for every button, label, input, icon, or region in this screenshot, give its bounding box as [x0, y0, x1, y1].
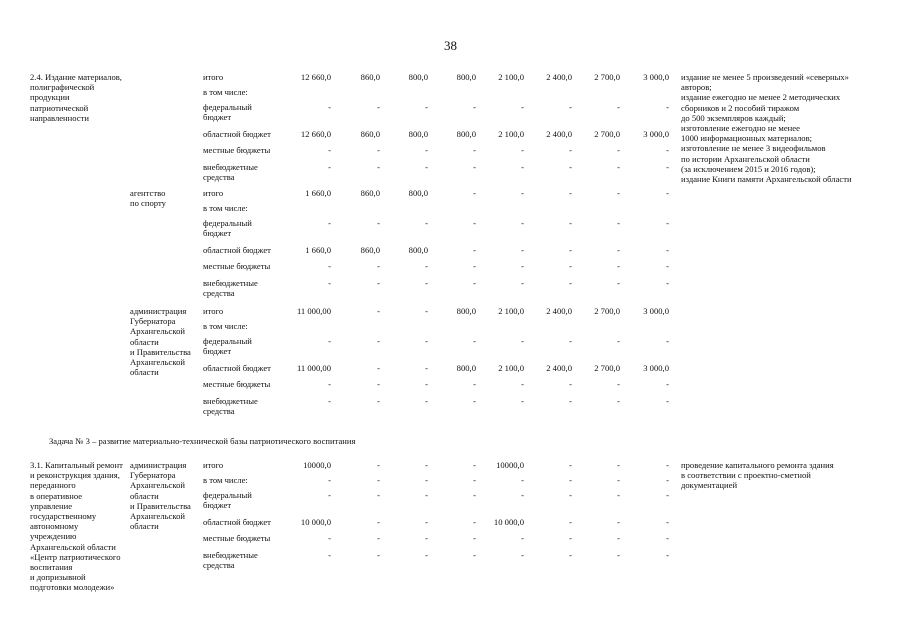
funding-value-cell: - — [666, 460, 669, 470]
funding-value-cell: 800,0 — [456, 129, 476, 139]
funding-value-cell: - — [473, 102, 476, 112]
funding-value-cell: - — [377, 336, 380, 346]
funding-value-cell: 1 660,0 — [305, 245, 331, 255]
funding-value-cell: - — [569, 550, 572, 560]
funding-value-cell: - — [377, 490, 380, 500]
activity-name: 3.1. Капитальный ремонт и реконструкция здания, переданного в оперативное управление государственному автономному учреждению Архангельской области «Центр патриотического воспитания и допризывной подготовки молодежи» — [30, 460, 123, 593]
funding-value-cell: 2 400,0 — [546, 129, 572, 139]
funding-value-cell: - — [377, 550, 380, 560]
funding-value-cell: - — [425, 533, 428, 543]
executor-name: администрация Губернатора Архангельской области и Правительства Архангельской области — [130, 460, 191, 532]
funding-value-cell: - — [666, 218, 669, 228]
funding-value-cell: - — [425, 261, 428, 271]
funding-value-cell: 800,0 — [456, 306, 476, 316]
funding-value-cell: - — [617, 490, 620, 500]
funding-value-cell: - — [328, 379, 331, 389]
funding-value-cell: 800,0 — [456, 363, 476, 373]
funding-value-cell: - — [666, 145, 669, 155]
funding-value-cell: 11 000,00 — [296, 363, 331, 373]
funding-value-cell: 2 100,0 — [498, 306, 524, 316]
funding-source-label: федеральный бюджет — [203, 102, 252, 123]
funding-value-cell: - — [521, 102, 524, 112]
funding-value-cell: - — [425, 379, 428, 389]
funding-value-cell: - — [328, 261, 331, 271]
funding-value-cell: 800,0 — [456, 72, 476, 82]
funding-value-cell: - — [473, 336, 476, 346]
funding-value-cell: - — [328, 102, 331, 112]
funding-source-label: внебюджетные средства — [203, 162, 258, 183]
funding-value-cell: - — [425, 162, 428, 172]
funding-value-cell: - — [569, 188, 572, 198]
funding-value-cell: 2 100,0 — [498, 363, 524, 373]
funding-value-cell: - — [377, 517, 380, 527]
funding-value-cell: - — [569, 218, 572, 228]
funding-value-cell: - — [617, 245, 620, 255]
funding-value-cell: - — [666, 261, 669, 271]
funding-value-cell: - — [473, 460, 476, 470]
funding-value-cell: - — [328, 336, 331, 346]
funding-source-label: федеральный бюджет — [203, 336, 252, 357]
funding-value-cell: - — [377, 475, 380, 485]
funding-value-cell: 800,0 — [408, 245, 428, 255]
funding-value-cell: - — [377, 533, 380, 543]
funding-value-cell: - — [521, 336, 524, 346]
funding-value-cell: - — [328, 550, 331, 560]
funding-value-cell: - — [569, 145, 572, 155]
funding-value-cell: - — [617, 261, 620, 271]
funding-value-cell: - — [521, 278, 524, 288]
funding-value-cell: 2 700,0 — [594, 72, 620, 82]
funding-value-cell: - — [521, 490, 524, 500]
funding-value-cell: 10000,0 — [303, 460, 331, 470]
funding-value-cell: - — [666, 188, 669, 198]
funding-value-cell: - — [521, 396, 524, 406]
funding-value-cell: 2 400,0 — [546, 72, 572, 82]
funding-value-cell: - — [425, 460, 428, 470]
funding-value-cell: - — [521, 261, 524, 271]
funding-value-cell: - — [521, 245, 524, 255]
funding-value-cell: - — [377, 379, 380, 389]
funding-value-cell: - — [377, 218, 380, 228]
funding-value-cell: - — [377, 278, 380, 288]
funding-value-cell: - — [425, 550, 428, 560]
funding-value-cell: 2 400,0 — [546, 363, 572, 373]
executor-name: агентство по спорту — [130, 188, 166, 209]
funding-value-cell: - — [328, 396, 331, 406]
funding-value-cell: - — [617, 460, 620, 470]
funding-value-cell: - — [425, 218, 428, 228]
page-number: 38 — [444, 38, 457, 53]
funding-value-cell: - — [377, 102, 380, 112]
funding-value-cell: - — [569, 162, 572, 172]
funding-value-cell: 860,0 — [360, 188, 380, 198]
funding-source-label: федеральный бюджет — [203, 490, 252, 511]
funding-value-cell: - — [666, 278, 669, 288]
funding-source-label: итого — [203, 306, 224, 316]
funding-value-cell: - — [617, 550, 620, 560]
funding-value-cell: - — [617, 475, 620, 485]
funding-value-cell: - — [328, 145, 331, 155]
funding-value-cell: - — [425, 363, 428, 373]
funding-value-cell: - — [473, 145, 476, 155]
funding-value-cell: - — [666, 490, 669, 500]
funding-value-cell: - — [473, 278, 476, 288]
expected-result: проведение капитального ремонта здания в соответствии с проектно-сметной документацией — [681, 460, 834, 491]
funding-value-cell: - — [666, 102, 669, 112]
funding-value-cell: 860,0 — [360, 245, 380, 255]
funding-value-cell: - — [328, 162, 331, 172]
funding-source-label: местные бюджеты — [203, 145, 271, 155]
funding-value-cell: 800,0 — [408, 188, 428, 198]
funding-source-label: областной бюджет — [203, 245, 271, 255]
funding-value-cell: - — [569, 278, 572, 288]
funding-value-cell: - — [473, 533, 476, 543]
funding-value-cell: - — [617, 379, 620, 389]
funding-value-cell: - — [473, 218, 476, 228]
funding-value-cell: - — [425, 490, 428, 500]
funding-value-cell: - — [666, 550, 669, 560]
funding-source-label: итого — [203, 72, 224, 82]
funding-value-cell: 1 660,0 — [305, 188, 331, 198]
funding-value-cell: 2 400,0 — [546, 306, 572, 316]
funding-value-cell: - — [569, 102, 572, 112]
funding-value-cell: - — [617, 218, 620, 228]
funding-value-cell: - — [617, 162, 620, 172]
funding-value-cell: - — [569, 336, 572, 346]
funding-value-cell: - — [377, 306, 380, 316]
funding-value-cell: - — [377, 363, 380, 373]
funding-source-label: в том числе: — [203, 87, 248, 97]
funding-source-label: областной бюджет — [203, 517, 271, 527]
funding-value-cell: - — [521, 379, 524, 389]
funding-value-cell: - — [377, 396, 380, 406]
funding-value-cell: - — [617, 517, 620, 527]
funding-value-cell: - — [569, 490, 572, 500]
executor-name: администрация Губернатора Архангельской области и Правительства Архангельской области — [130, 306, 191, 378]
funding-value-cell: - — [617, 336, 620, 346]
task-3-heading: Задача № 3 – развитие материально-технической базы патриотического воспитания — [49, 436, 356, 446]
funding-value-cell: - — [617, 396, 620, 406]
funding-value-cell: - — [521, 145, 524, 155]
funding-source-label: в том числе: — [203, 321, 248, 331]
funding-source-label: внебюджетные средства — [203, 550, 258, 571]
funding-value-cell: - — [617, 188, 620, 198]
funding-value-cell: 12 660,0 — [300, 72, 331, 82]
funding-value-cell: 860,0 — [360, 129, 380, 139]
funding-source-label: федеральный бюджет — [203, 218, 252, 239]
funding-value-cell: - — [521, 218, 524, 228]
funding-value-cell: - — [473, 550, 476, 560]
funding-value-cell: 2 100,0 — [498, 129, 524, 139]
funding-value-cell: - — [328, 475, 331, 485]
funding-source-label: местные бюджеты — [203, 533, 271, 543]
funding-value-cell: - — [425, 336, 428, 346]
expected-result: издание не менее 5 произведений «северных» авторов; издание ежегодно не менее 2 методических сборников и 2 пособий тиражом до 500 экземпляров каждый; изготовление ежегодно не менее 1000 информационных материалов; изготовление не менее 3 видеофильмов по истории Архангельской области (за исключением 2015 и 2016 годов); издание Книги памяти Архангельской области — [681, 72, 852, 185]
funding-value-cell: - — [473, 490, 476, 500]
funding-value-cell: - — [521, 533, 524, 543]
funding-value-cell: - — [473, 261, 476, 271]
funding-value-cell: - — [521, 475, 524, 485]
funding-value-cell: - — [666, 336, 669, 346]
funding-value-cell: - — [377, 145, 380, 155]
funding-value-cell: 2 700,0 — [594, 306, 620, 316]
funding-value-cell: - — [521, 550, 524, 560]
funding-value-cell: - — [617, 278, 620, 288]
funding-value-cell: 10 000,0 — [493, 517, 524, 527]
funding-source-label: местные бюджеты — [203, 261, 271, 271]
funding-value-cell: - — [569, 245, 572, 255]
funding-source-label: в том числе: — [203, 475, 248, 485]
funding-value-cell: - — [569, 261, 572, 271]
funding-value-cell: - — [569, 460, 572, 470]
activity-name: 2.4. Издание материалов, полиграфической продукции патриотической направленности — [30, 72, 122, 123]
funding-value-cell: 2 700,0 — [594, 363, 620, 373]
funding-value-cell: 2 700,0 — [594, 129, 620, 139]
funding-source-label: внебюджетные средства — [203, 278, 258, 299]
funding-value-cell: - — [473, 188, 476, 198]
funding-value-cell: - — [666, 245, 669, 255]
funding-value-cell: - — [425, 396, 428, 406]
funding-value-cell: - — [425, 278, 428, 288]
funding-value-cell: - — [617, 102, 620, 112]
funding-value-cell: 3 000,0 — [643, 72, 669, 82]
funding-value-cell: - — [425, 102, 428, 112]
funding-value-cell: - — [328, 278, 331, 288]
funding-value-cell: - — [666, 379, 669, 389]
funding-value-cell: 10000,0 — [496, 460, 524, 470]
funding-value-cell: 3 000,0 — [643, 306, 669, 316]
funding-value-cell: - — [473, 245, 476, 255]
funding-value-cell: - — [617, 533, 620, 543]
funding-value-cell: - — [425, 306, 428, 316]
funding-value-cell: - — [425, 145, 428, 155]
funding-value-cell: - — [473, 379, 476, 389]
funding-value-cell: - — [328, 533, 331, 543]
funding-value-cell: - — [328, 218, 331, 228]
funding-value-cell: - — [377, 261, 380, 271]
funding-value-cell: - — [666, 162, 669, 172]
funding-value-cell: - — [569, 379, 572, 389]
funding-value-cell: 3 000,0 — [643, 363, 669, 373]
funding-value-cell: - — [425, 475, 428, 485]
funding-value-cell: - — [521, 188, 524, 198]
funding-source-label: областной бюджет — [203, 129, 271, 139]
funding-value-cell: - — [521, 162, 524, 172]
funding-value-cell: - — [666, 475, 669, 485]
funding-value-cell: 11 000,00 — [296, 306, 331, 316]
funding-value-cell: - — [666, 517, 669, 527]
funding-value-cell: - — [617, 145, 620, 155]
funding-value-cell: - — [328, 490, 331, 500]
funding-value-cell: - — [473, 162, 476, 172]
funding-value-cell: - — [569, 533, 572, 543]
funding-source-label: в том числе: — [203, 203, 248, 213]
funding-source-label: местные бюджеты — [203, 379, 271, 389]
funding-source-label: итого — [203, 188, 224, 198]
funding-value-cell: 860,0 — [360, 72, 380, 82]
funding-source-label: областной бюджет — [203, 363, 271, 373]
funding-value-cell: - — [569, 475, 572, 485]
funding-value-cell: - — [569, 396, 572, 406]
funding-source-label: итого — [203, 460, 224, 470]
funding-value-cell: - — [377, 460, 380, 470]
funding-value-cell: - — [377, 162, 380, 172]
funding-value-cell: - — [473, 517, 476, 527]
funding-source-label: внебюджетные средства — [203, 396, 258, 417]
funding-value-cell: - — [425, 517, 428, 527]
funding-value-cell: 10 000,0 — [300, 517, 331, 527]
funding-value-cell: 12 660,0 — [300, 129, 331, 139]
funding-value-cell: 800,0 — [408, 129, 428, 139]
funding-value-cell: 800,0 — [408, 72, 428, 82]
funding-value-cell: - — [473, 396, 476, 406]
funding-value-cell: 3 000,0 — [643, 129, 669, 139]
funding-value-cell: - — [569, 517, 572, 527]
funding-value-cell: 2 100,0 — [498, 72, 524, 82]
funding-value-cell: - — [666, 396, 669, 406]
funding-value-cell: - — [473, 475, 476, 485]
funding-value-cell: - — [666, 533, 669, 543]
